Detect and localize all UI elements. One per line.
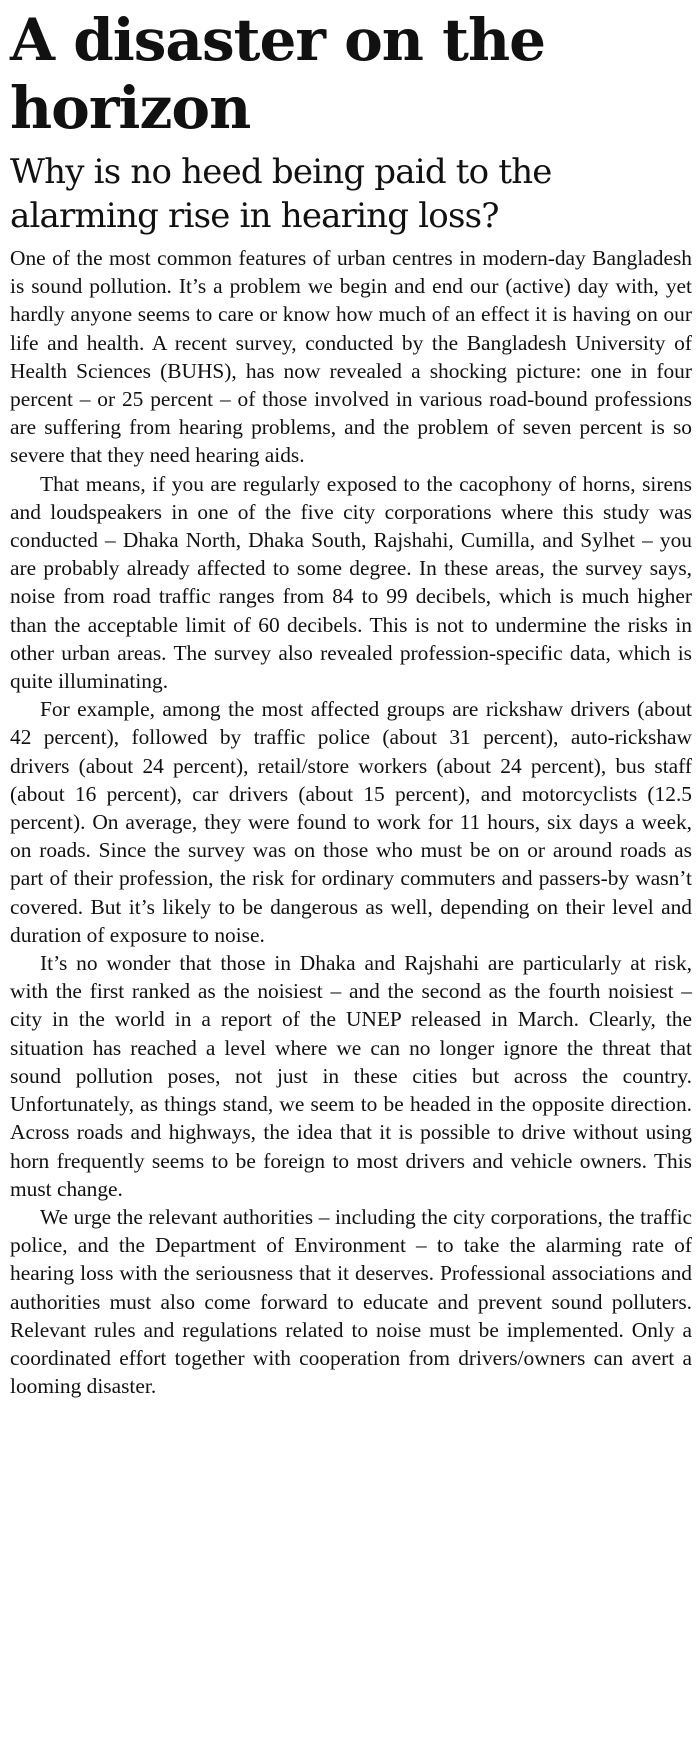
paragraph-1: One of the most common features of urban centres in modern-day Bangladesh is sound pollution. It’s a problem we begin and end our (active) day with, yet hardly anyone seems to care or know how much of an effect it is having on our life and health. A recent survey, conducted by the Bangladesh University of Health Sciences (BUHS), has now revealed a shocking picture: one in four percent – or 25 percent – of those involved in various road-bound professions are suffering from hearing problems, and the problem of seven percent is so severe that they need hearing aids. [10,246,692,468]
paragraph-3: For example, among the most affected groups are rickshaw drivers (about 42 percent), followed by traffic police (about 31 percent), auto-rickshaw drivers (about 24 percent), retail/store workers (about 24 percent), bus staff (about 16 percent), car drivers (about 15 percent), and motorcyclists (12.5 percent). On average, they were found to work for 11 hours, six days a week, on roads. Since the survey was on those who must be on or around roads as part of their profession, the risk for ordinary commuters and passers-by wasn’t covered. But it’s likely to be dangerous as well, depending on their level and duration of exposure to noise. [10,697,692,947]
article-body [10,244,692,1400]
editorial-article [10,6,692,1400]
subheadline: Why is no heed being paid to the alarming rise in hearing loss? [10,152,552,236]
headline: A disaster on the horizon [10,6,546,142]
paragraph-5: We urge the relevant authorities – including the city corporations, the traffic police, and the Department of Environment – to take the alarming rate of hearing loss with the seriousness that it deserves. Professional associations and authorities must also come forward to educate and prevent sound polluters. Relevant rules and regulations related to noise must be implemented. Only a coordinated effort together with cooperation from drivers/owners can avert a looming disaster. [10,1204,692,1399]
paragraph-4: It’s no wonder that those in Dhaka and Rajshahi are particularly at risk, with the first ranked as the noisiest – and the second as the fourth noisiest – city in the world in a report of the UNEP released in March. Clearly, the situation has reached a level where we can no longer ignore the threat that sound pollution poses, not just in these cities but across the country. Unfortunately, as things stand, we seem to be headed in the opposite direction. Across roads and highways, the idea that it is possible to drive without using horn frequently seems to be foreign to most drivers and vehicle owners. This must change. [10,951,692,1201]
paragraph-2: That means, if you are regularly exposed to the cacophony of horns, sirens and loudspeakers in one of the five city corporations where this study was conducted – Dhaka North, Dhaka South, Rajshahi, Cumilla, and Sylhet – you are probably already affected to some degree. In these areas, the survey says, noise from road traffic ranges from 84 to 99 decibels, which is much higher than the acceptable limit of 60 decibels. This is not to undermine the risks in other urban areas. The survey also revealed profession-specific data, which is quite illuminating. [10,471,692,694]
